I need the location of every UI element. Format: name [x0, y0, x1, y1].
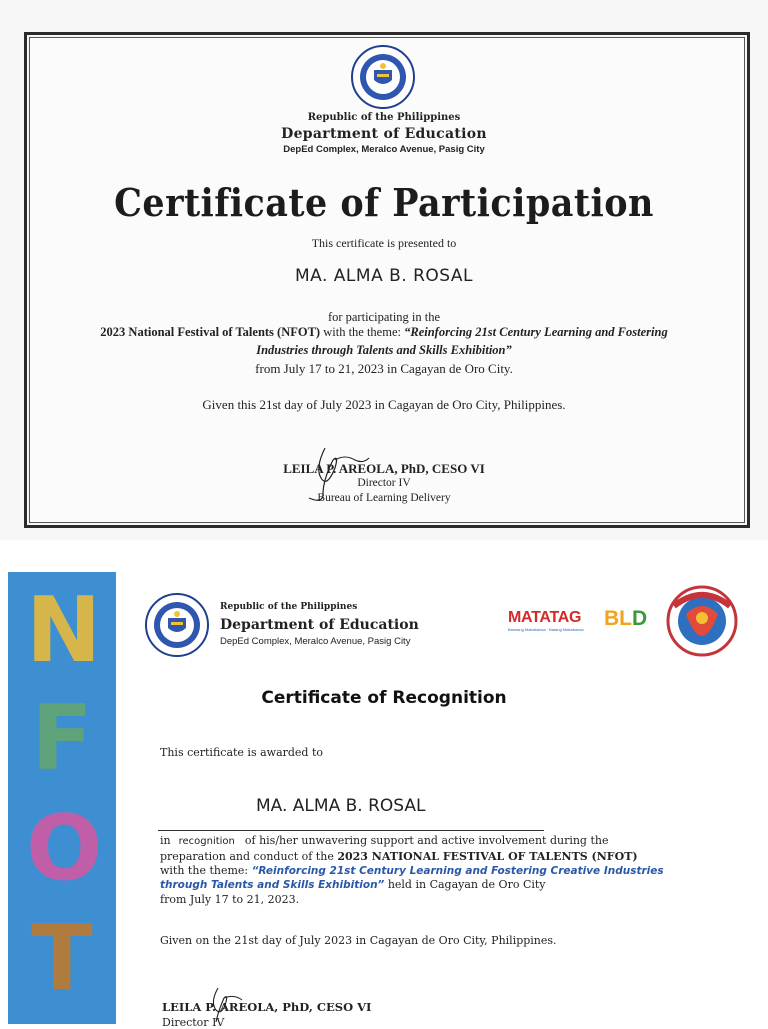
theme-part-1: “Reinforcing 21st Century Learning and Fostering Creative Industries	[251, 865, 664, 877]
banner-letter-o: O	[26, 796, 103, 901]
awarded-to-text: This certificate is awarded to	[160, 746, 324, 759]
deped-seal-icon	[144, 592, 210, 658]
department-label: Department of Education	[281, 126, 487, 142]
venue-text: held in Cagayan de Oro City	[384, 878, 546, 891]
banner-letter-f: F	[31, 686, 93, 791]
event-line	[0, 325, 768, 340]
recognition-dates: from July 17 to 21, 2023.	[160, 893, 300, 906]
recognition-paragraph-line-3	[160, 864, 664, 877]
given-text: Given this 21st day of July 2023 in Cagayan de Oro City, Philippines.	[202, 397, 566, 412]
department-label: Department of Education	[220, 617, 419, 633]
bld-logo	[604, 607, 647, 631]
certificate-title: Certificate of Recognition	[261, 688, 507, 708]
bld-logo-text: BL	[604, 607, 632, 630]
theme-line	[0, 343, 768, 358]
recipient-name: MA. ALMA B. ROSAL	[256, 796, 426, 816]
recipient-name: MA. ALMA B. ROSAL	[295, 266, 473, 286]
dates-text: from July 17 to 21, 2023 in Cagayan de Oro City.	[255, 361, 513, 376]
theme-intro: with the theme:	[160, 864, 252, 877]
signatory-position: Director IV	[357, 477, 411, 489]
certificate-title: Certificate of Participation	[114, 180, 654, 225]
para2-text: preparation and conduct of the	[160, 850, 338, 863]
presented-to-text: This certificate is presented to	[311, 236, 457, 250]
participating-text: for participating in the	[327, 310, 441, 324]
theme-part-2: Industries through Talents and Skills Exhibition”	[256, 343, 512, 357]
signatory-name: LEILA P. AREOLA, PhD, CESO VI	[162, 1000, 372, 1014]
nfot-side-banner	[8, 572, 116, 1024]
theme-intro: with the theme:	[320, 325, 405, 339]
republic-label: Republic of the Philippines	[220, 602, 358, 612]
event-name: 2023 National Festival of Talents (NFOT)	[100, 325, 321, 339]
republic-label: Republic of the Philippines	[307, 112, 461, 123]
recognition-paragraph-line-4	[160, 878, 546, 891]
bld-logo-d: D	[632, 607, 648, 630]
address-label: DepEd Complex, Meralco Avenue, Pasig City	[283, 144, 485, 155]
banner-letter-n: N	[26, 578, 102, 683]
deped-seal-icon	[350, 44, 416, 110]
signatory-name: LEILA P. AREOLA, PhD, CESO VI	[283, 461, 485, 476]
theme-part-2: through Talents and Skills Exhibition”	[160, 879, 385, 891]
given-text: Given on the 21st day of July 2023 in Cagayan de Oro City, Philippines.	[160, 934, 557, 947]
festival-logo-icon	[664, 584, 740, 658]
signatory-bureau: Bureau of Learning Delivery	[317, 492, 451, 504]
matatag-tagline: Bansang Makabansa · Batang Makabansa	[508, 627, 584, 632]
recognition-word: recognition	[178, 836, 235, 847]
banner-letter-t: T	[31, 906, 93, 1011]
para1-rest: of his/her unwavering support and active involvement during the	[244, 834, 609, 847]
event-name: 2023 NATIONAL FESTIVAL OF TALENTS (NFOT)	[337, 850, 638, 863]
matatag-logo: MATATAG	[508, 609, 582, 626]
address-label: DepEd Complex, Meralco Avenue, Pasig City	[220, 636, 411, 647]
recognition-paragraph-line-1	[160, 834, 608, 847]
certificate-recognition	[0, 562, 768, 1029]
signatory-position: Director IV	[162, 1016, 225, 1029]
recognition-paragraph-line-2	[160, 850, 638, 863]
in-word: in	[160, 834, 171, 847]
theme-part-1: “Reinforcing 21st Century Learning and Fostering	[404, 325, 668, 339]
name-underline	[158, 830, 544, 831]
